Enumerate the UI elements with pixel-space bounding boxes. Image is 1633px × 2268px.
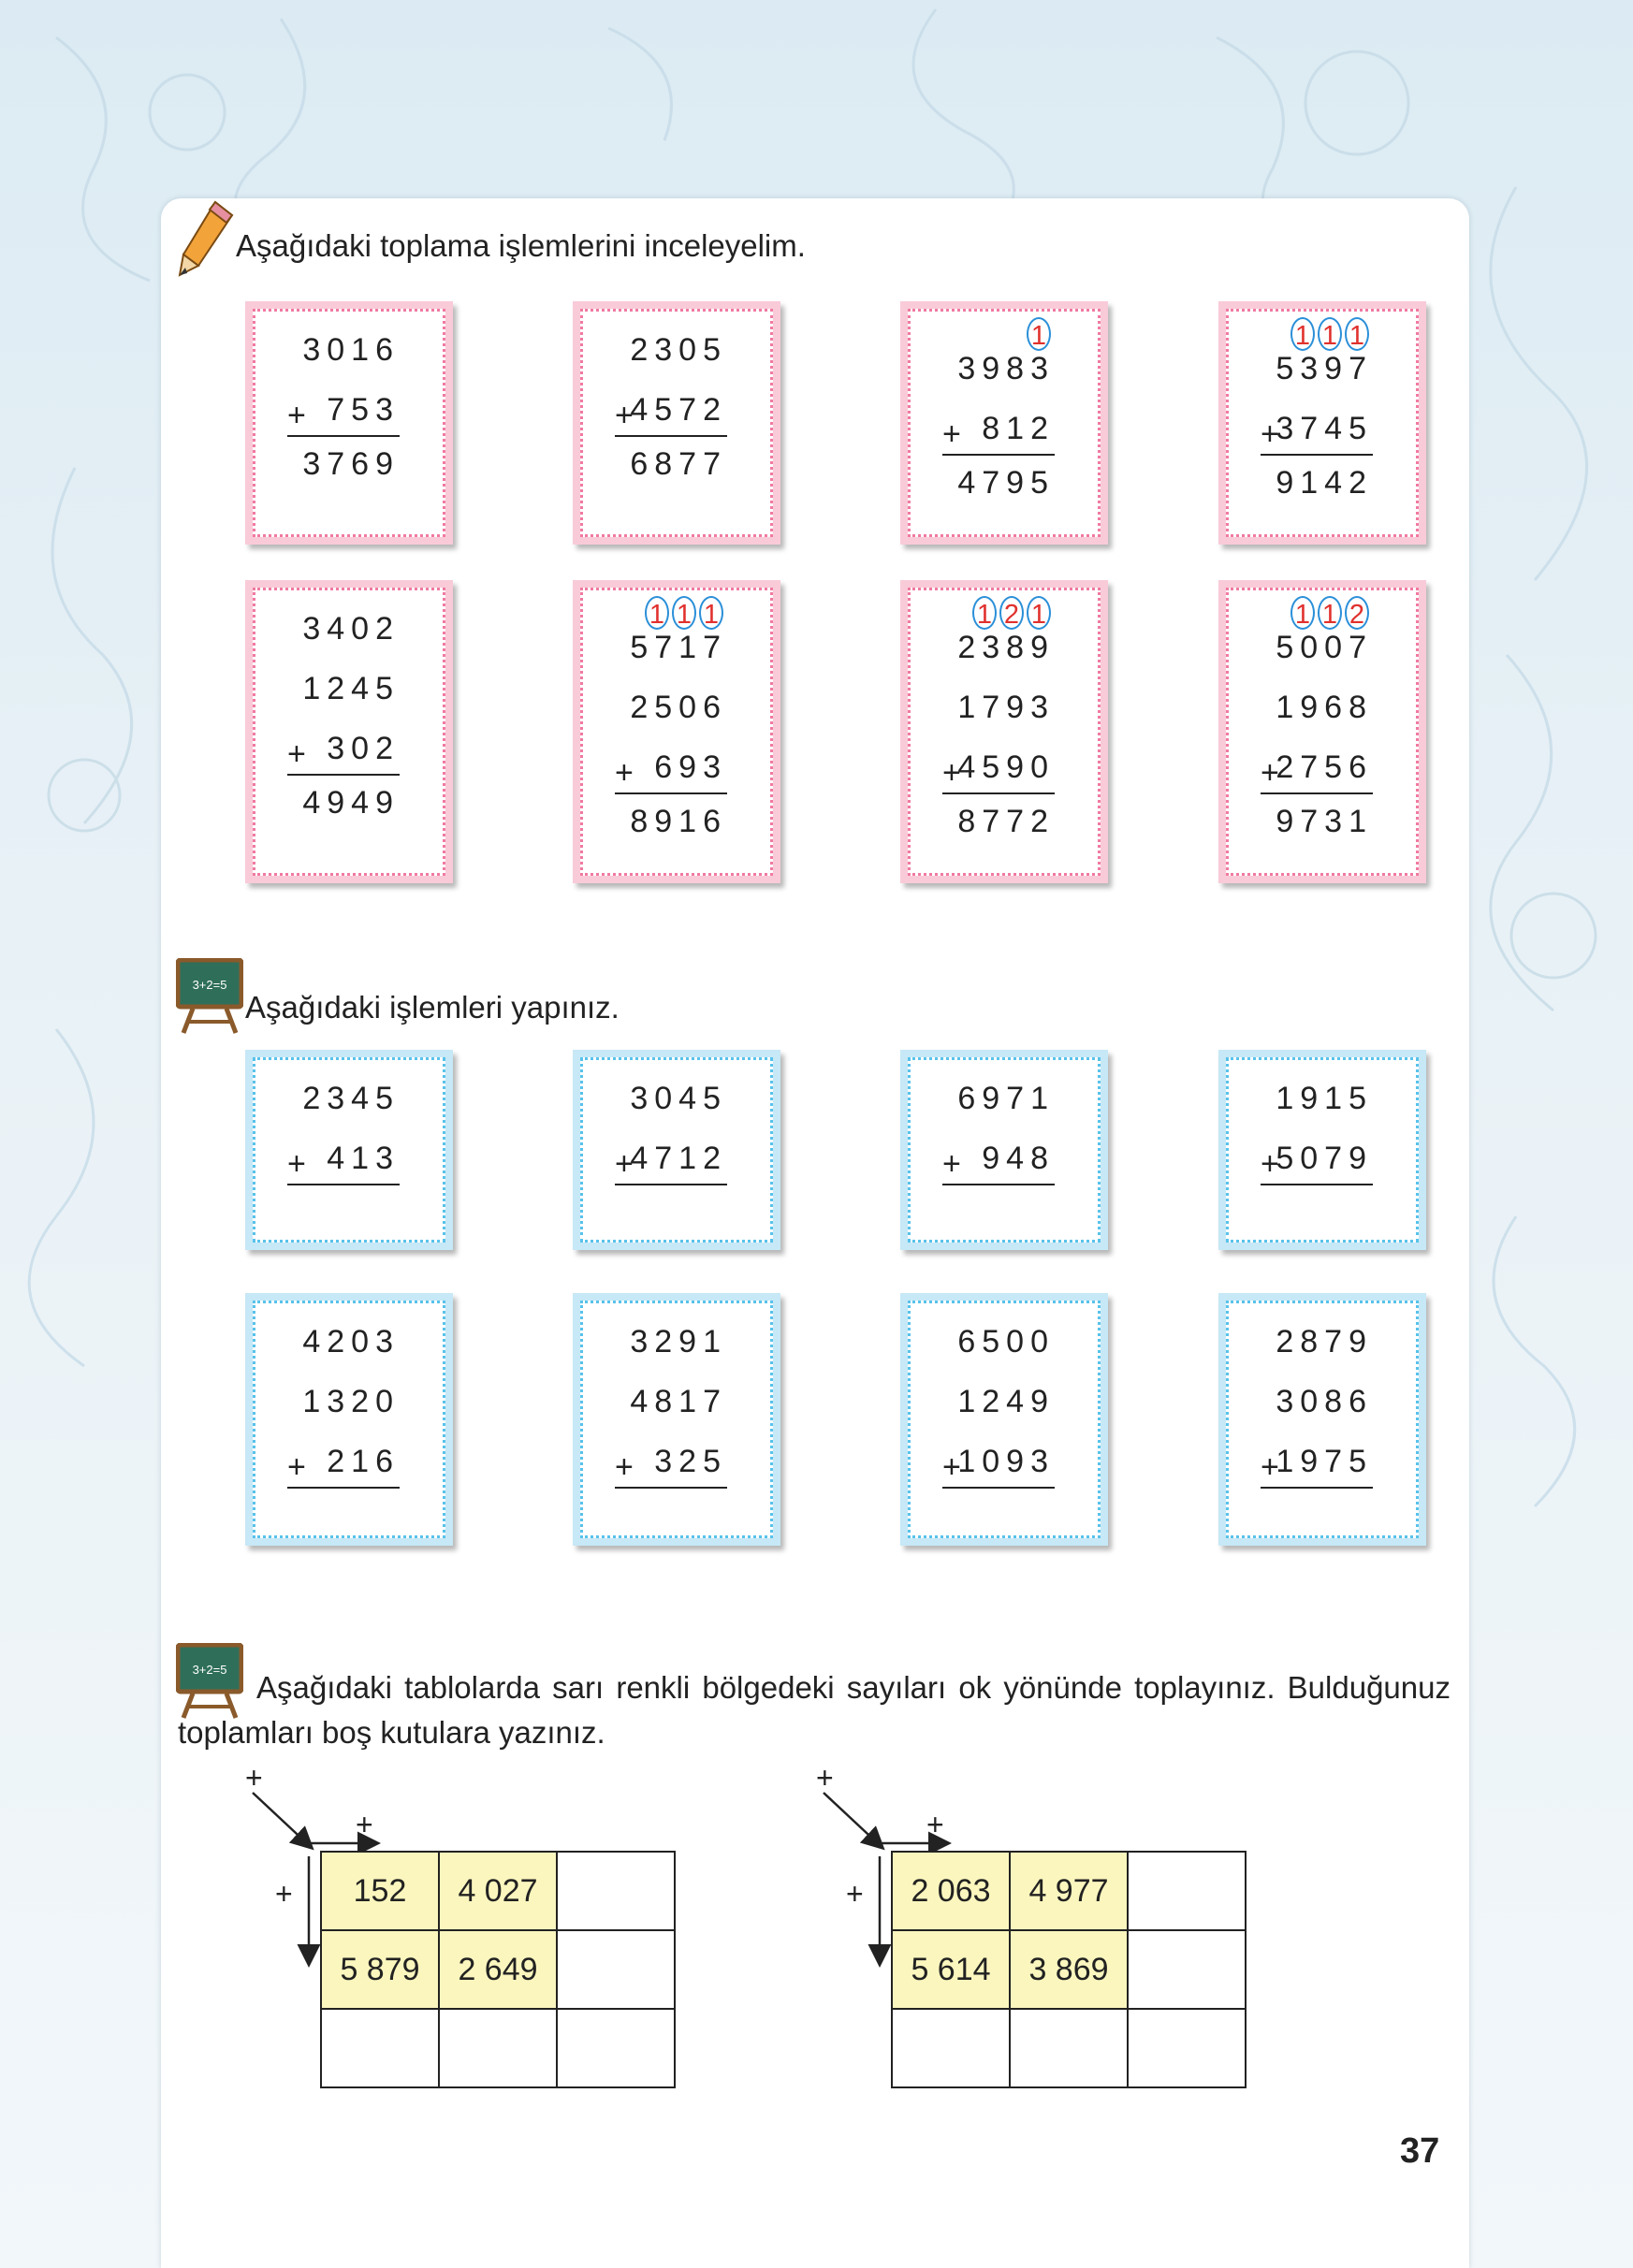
addend-last: 948: [982, 1141, 1055, 1176]
plus-sign: +: [287, 1146, 306, 1182]
page-number: 37: [1400, 2131, 1440, 2171]
sum-line: [1261, 1487, 1373, 1489]
example-box-inner: [580, 309, 773, 537]
carry-digits: [1027, 317, 1051, 351]
addend: 1793: [957, 690, 1055, 725]
exercise-box-inner: [1226, 1301, 1419, 1538]
sum-result: 8772: [957, 804, 1055, 839]
example-box-inner: [253, 588, 445, 876]
answer-box[interactable]: [557, 2009, 675, 2087]
addend: 4203: [302, 1324, 400, 1359]
example-box: [245, 301, 453, 545]
exercise-box: [573, 1050, 780, 1250]
addend-last: 413: [327, 1141, 400, 1176]
addend: 5007: [1276, 630, 1373, 665]
arrow-plus-sign: +: [816, 1761, 834, 1795]
answer-box[interactable]: [1128, 1930, 1246, 2009]
addend: 3291: [630, 1324, 727, 1359]
answer-box[interactable]: [1010, 2009, 1128, 2087]
addend-last: 325: [654, 1444, 727, 1479]
section1-heading: Aşağıdaki toplama işlemlerini inceleyelim.: [236, 228, 806, 263]
carry-digit: 1: [672, 596, 696, 630]
carry-digit: 1: [699, 596, 723, 630]
number-cell: 5 614: [892, 1930, 1010, 2009]
exercise-box-inner: [580, 1301, 773, 1538]
example-box-inner: [1226, 309, 1419, 537]
carry-digit: 1: [972, 596, 997, 630]
plus-sign: +: [942, 1146, 961, 1182]
carry-digits: [1290, 317, 1369, 351]
addend: 4817: [630, 1384, 727, 1419]
answer-box[interactable]: [1128, 1852, 1246, 1930]
addend: 6500: [957, 1324, 1055, 1359]
example-box: [900, 301, 1108, 545]
carry-digits: [1290, 596, 1369, 630]
arrow-plus-sign: +: [356, 1808, 373, 1841]
arrow-plus-sign: +: [926, 1808, 944, 1841]
sum-line: [615, 1184, 727, 1185]
sum-line: [1261, 1184, 1373, 1185]
number-cell: 2 063: [892, 1852, 1010, 1930]
answer-box[interactable]: [439, 2009, 557, 2087]
carry-digit: 1: [1290, 596, 1315, 630]
number-cell: 4 977: [1010, 1852, 1128, 1930]
table-row: [321, 1930, 675, 2009]
carry-digit: 2: [999, 596, 1024, 630]
sum-line: [942, 1184, 1055, 1185]
addend-last: 4572: [630, 392, 727, 428]
addend-last: 1975: [1276, 1444, 1373, 1479]
exercise-box: [1218, 1050, 1426, 1250]
sum-result: 9731: [1276, 804, 1373, 839]
answer-box[interactable]: [557, 1852, 675, 1930]
answer-box[interactable]: [321, 2009, 439, 2087]
exercise-box-inner: [908, 1301, 1101, 1538]
sum-line: [287, 774, 400, 776]
addend: 1968: [1276, 690, 1373, 725]
svg-text:3+2=5: 3+2=5: [192, 1663, 227, 1677]
example-box: [573, 580, 780, 883]
number-cell: 3 869: [1010, 1930, 1128, 2009]
plus-sign: +: [615, 398, 634, 433]
exercise-box: [900, 1293, 1108, 1546]
sum-result: 4795: [957, 465, 1055, 501]
sum-result: 4949: [302, 785, 400, 821]
plus-sign: +: [1261, 1146, 1279, 1182]
addend-last: 812: [982, 411, 1055, 446]
addend: 3983: [957, 351, 1055, 386]
carry-digit: 1: [1290, 317, 1315, 351]
arrow-plus-sign: +: [846, 1877, 864, 1911]
plus-sign: +: [615, 1146, 634, 1182]
svg-text:3+2=5: 3+2=5: [192, 978, 227, 992]
plus-sign: +: [1261, 416, 1279, 452]
section2-heading: Aşağıdaki işlemleri yapınız.: [245, 990, 620, 1025]
exercise-box-inner: [1226, 1057, 1419, 1243]
sum-result: 6877: [630, 446, 727, 482]
section3-instruction: Aşağıdaki tablolarda sarı renkli bölgedeki sayıları ok yönünde toplayınız. Bulduğunuz toplamları boş kutulara yazınız.: [178, 1670, 1451, 1750]
plus-sign: +: [942, 1449, 961, 1485]
addend: 1915: [1276, 1081, 1373, 1116]
carry-digit: 1: [1345, 317, 1369, 351]
addend: 3045: [630, 1081, 727, 1116]
sum-line: [942, 454, 1055, 456]
sum-line: [1261, 792, 1373, 794]
carry-digit: 1: [645, 596, 669, 630]
addend-last: 4712: [630, 1141, 727, 1176]
addend: 3086: [1276, 1384, 1373, 1419]
plus-sign: +: [1261, 755, 1279, 791]
exercise-box: [245, 1050, 453, 1250]
sum-line: [1261, 454, 1373, 456]
table-row: [321, 2009, 675, 2087]
carry-digit: 1: [1027, 317, 1051, 351]
plus-sign: +: [287, 1449, 306, 1485]
sum-table: [891, 1851, 1247, 2088]
sum-result: 9142: [1276, 465, 1373, 501]
carry-digits: [645, 596, 723, 630]
addend: 2305: [630, 332, 727, 368]
example-box: [1218, 301, 1426, 545]
addend-last: 693: [654, 749, 727, 785]
addend-last: 5079: [1276, 1141, 1373, 1176]
example-box-inner: [580, 588, 773, 876]
addend: 3016: [302, 332, 400, 368]
carry-digit: 1: [1318, 317, 1342, 351]
answer-box[interactable]: [1128, 2009, 1246, 2087]
example-box-inner: [1226, 588, 1419, 876]
answer-box[interactable]: [557, 1930, 675, 2009]
addend: 1245: [302, 671, 400, 706]
addend-last: 216: [327, 1444, 400, 1479]
number-cell: 5 879: [321, 1930, 439, 2009]
number-cell: 4 027: [439, 1852, 557, 1930]
sum-line: [942, 1487, 1055, 1489]
exercise-box: [245, 1293, 453, 1546]
sum-table: [320, 1851, 676, 2088]
exercise-box-inner: [253, 1301, 445, 1538]
example-box-inner: [908, 588, 1101, 876]
addend-last: 3745: [1276, 411, 1373, 446]
pencil-icon: [178, 200, 236, 277]
plus-sign: +: [1261, 1449, 1279, 1485]
sum-line: [942, 792, 1055, 794]
arrow-plus-sign: +: [275, 1877, 293, 1911]
plus-sign: +: [942, 416, 961, 452]
exercise-box: [1218, 1293, 1426, 1546]
exercise-box-inner: [908, 1057, 1101, 1243]
example-box-inner: [908, 309, 1101, 537]
addend: 2506: [630, 690, 727, 725]
addend-last: 302: [327, 731, 400, 766]
exercise-box-inner: [580, 1057, 773, 1243]
number-cell: 152: [321, 1852, 439, 1930]
table-row: [892, 2009, 1246, 2087]
sum-line: [287, 435, 400, 437]
addend-last: 4590: [957, 749, 1055, 785]
addend: 1320: [302, 1384, 400, 1419]
addend: 1249: [957, 1384, 1055, 1419]
sum-line: [287, 1184, 400, 1185]
answer-box[interactable]: [892, 2009, 1010, 2087]
example-box: [573, 301, 780, 545]
addend: 2389: [957, 630, 1055, 665]
carry-digit: 1: [1318, 596, 1342, 630]
addend: 2345: [302, 1081, 400, 1116]
carry-digit: 1: [1027, 596, 1051, 630]
addend-last: 1093: [957, 1444, 1055, 1479]
sum-result: 3769: [302, 446, 400, 482]
sum-line: [615, 792, 727, 794]
chalkboard-icon: [176, 958, 243, 1035]
plus-sign: +: [287, 736, 306, 772]
number-cell: 2 649: [439, 1930, 557, 2009]
example-box-inner: [253, 309, 445, 537]
addend: 6971: [957, 1081, 1055, 1116]
plus-sign: +: [942, 755, 961, 791]
sum-line: [287, 1487, 400, 1489]
addend: 2879: [1276, 1324, 1373, 1359]
exercise-box: [900, 1050, 1108, 1250]
sum-line: [615, 435, 727, 437]
arrow-plus-sign: +: [245, 1761, 263, 1795]
sum-line: [615, 1487, 727, 1489]
example-box: [245, 580, 453, 883]
carry-digits: [972, 596, 1051, 630]
plus-sign: +: [287, 398, 306, 433]
sum-result: 8916: [630, 804, 727, 839]
example-box: [1218, 580, 1426, 883]
addend-last: 2756: [1276, 749, 1373, 785]
table-row: [892, 1852, 1246, 1930]
addend: 5397: [1276, 351, 1373, 386]
plus-sign: +: [615, 1449, 634, 1485]
table-row: [892, 1930, 1246, 2009]
table-row: [321, 1852, 675, 1930]
plus-sign: +: [615, 755, 634, 791]
addend-last: 753: [327, 392, 400, 428]
example-box: [900, 580, 1108, 883]
addend: 5717: [630, 630, 727, 665]
exercise-box-inner: [253, 1057, 445, 1243]
addend: 3402: [302, 611, 400, 647]
exercise-box: [573, 1293, 780, 1546]
carry-digit: 2: [1345, 596, 1369, 630]
